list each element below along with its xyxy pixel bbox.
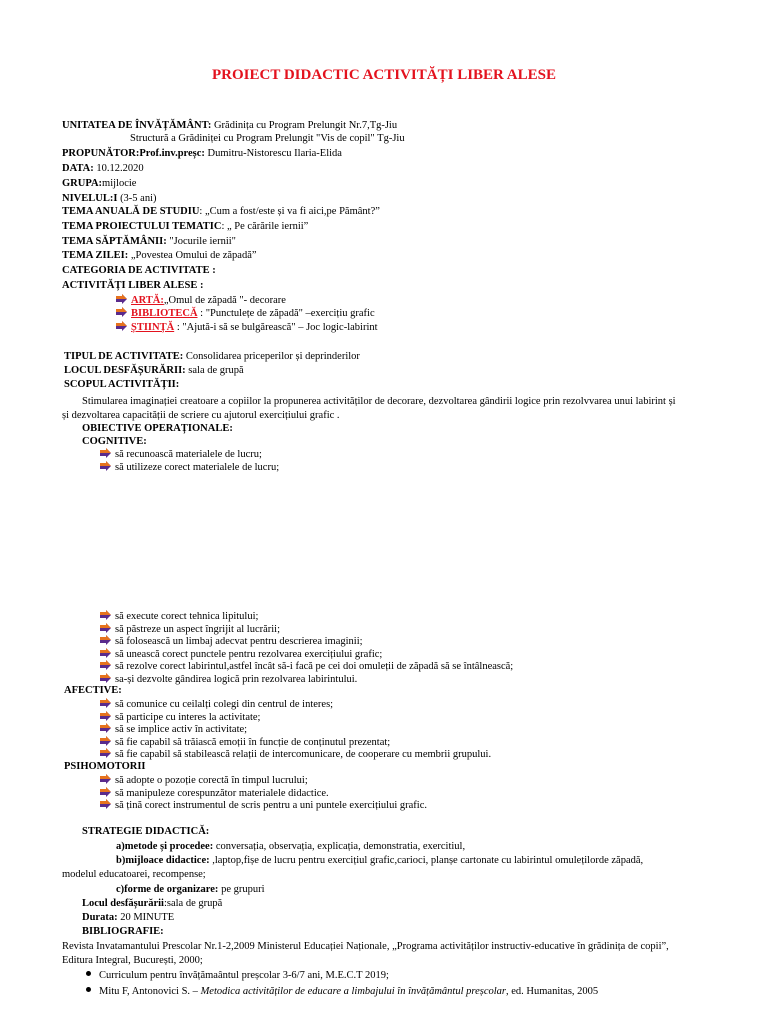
- locul2-value: :sala de grupă: [163, 898, 223, 909]
- unitate-label: UNITATEA DE ÎNVĂȚĂMÂNT:: [62, 120, 212, 131]
- biblio-line-2: Editura Integral, București, 2000;: [62, 955, 203, 966]
- arrow-bullet-icon: [100, 774, 111, 784]
- locul2-label: Locul desfășurării: [82, 898, 164, 909]
- arrow-bullet-icon: [100, 787, 111, 797]
- data-value: 10.12.2020: [96, 163, 144, 174]
- metode-value: conversația, observația, explicația, demonstratia, exercitiul,: [215, 841, 466, 852]
- tema-zilei-value: „Povestea Omului de zăpadă”: [130, 250, 257, 261]
- arrow-bullet-icon: [100, 673, 111, 683]
- disc-bullet-icon: [86, 971, 91, 976]
- objective-item: [100, 698, 333, 711]
- afective-heading: AFECTIVE:: [64, 685, 122, 696]
- objective-text: să fie capabil să trăiască emoții în funcție de conținutul prezentat;: [115, 736, 391, 748]
- activitate-item: [116, 321, 378, 334]
- scopul-line: [64, 379, 179, 391]
- propunator-label: PROPUNĂTOR:Prof.inv.preșc:: [62, 148, 205, 159]
- objective-text: sa-și dezvolte gândirea logică prin rezolvarea labirintului.: [115, 673, 358, 685]
- nivel-value: (3-5 ani): [120, 193, 157, 204]
- durata-line: [82, 912, 174, 924]
- grupa-label: GRUPA:: [62, 178, 103, 189]
- arrow-bullet-icon: [100, 660, 111, 670]
- biblio-item-author: Mitu F, Antonovici S. –: [99, 986, 198, 997]
- tema-proiect-line: [62, 221, 308, 233]
- locul2-line: [82, 898, 222, 910]
- locul-line: [64, 365, 244, 377]
- cognitive-heading: COGNITIVE:: [82, 436, 147, 447]
- objective-item: [100, 711, 260, 724]
- forme-label: c)forme de organizare:: [116, 884, 219, 895]
- objective-item: [100, 660, 513, 673]
- locul-value: sala de grupă: [188, 365, 244, 376]
- tema-sapt-line: [62, 236, 236, 248]
- tema-anuala-value: : „Cum a fost/este și va fi aici,pe Pământ?”: [199, 206, 380, 217]
- objective-item: [100, 461, 279, 474]
- tema-proiect-label: TEMA PROIECTULUI TEMATIC: [62, 221, 222, 232]
- durata-value: 20 MINUTE: [120, 912, 175, 923]
- objective-text: să manipuleze corespunzător materialele didactice.: [115, 787, 329, 799]
- tema-anuala-line: [62, 206, 380, 218]
- propunator-value: Dumitru-Nistorescu Ilaria-Elida: [207, 148, 342, 159]
- page-title: PROIECT DIDACTIC ACTIVITĂȚI LIBER ALESE: [212, 67, 556, 83]
- durata-label: Durata:: [82, 912, 118, 923]
- mijloace-line: [116, 855, 643, 867]
- grupa-line: [62, 178, 136, 190]
- objective-text: să se implice activ în activitate;: [115, 724, 248, 735]
- arrow-bullet-icon: [116, 294, 127, 304]
- tema-zilei-line: [62, 250, 257, 262]
- objective-text: să folosească un limbaj adecvat pentru descrierea imaginii;: [115, 636, 363, 647]
- data-line: [62, 163, 144, 175]
- objective-item: [100, 787, 329, 800]
- objective-item: [100, 648, 382, 661]
- objective-text: să unească corect punctele pentru rezolvarea exercițiului grafic;: [115, 648, 383, 660]
- activitate-area: ȘTIINȚĂ: [131, 322, 175, 333]
- objective-text: să execute corect tehnica lipitului;: [115, 611, 259, 622]
- activitate-item: [116, 294, 286, 307]
- unitate-line: [62, 120, 397, 132]
- biblio-item: [86, 986, 598, 998]
- objective-item: [100, 799, 427, 812]
- activitate-area: ARTĂ:: [131, 295, 164, 306]
- metode-label: a)metode și procedee:: [116, 841, 214, 852]
- arrow-bullet-icon: [100, 799, 111, 809]
- arrow-bullet-icon: [100, 736, 111, 746]
- tema-proiect-value: : „ Pe cărările iernii”: [221, 221, 309, 232]
- forme-line: [116, 884, 265, 896]
- objective-item: [100, 748, 491, 761]
- bibliografie-heading: BIBLIOGRAFIE:: [82, 926, 164, 937]
- arrow-bullet-icon: [116, 307, 127, 317]
- objective-item: [100, 723, 247, 736]
- activitate-text: : "Ajută-i să se bulgărească" – Joc logic-labirint: [176, 322, 378, 333]
- objective-text: să participe cu interes la activitate;: [115, 711, 261, 723]
- tema-sapt-label: TEMA SĂPTĂMÂNII:: [62, 236, 167, 247]
- forme-value: pe grupuri: [221, 884, 265, 895]
- nivel-line: [62, 193, 157, 205]
- mijloace-label: b)mijloace didactice:: [116, 855, 210, 866]
- obiective-heading: OBIECTIVE OPERAȚIONALE:: [82, 423, 233, 434]
- grupa-value: mijlocie: [102, 178, 137, 189]
- scopul-text-1: Stimularea imaginației creatoare a copiilor la propunerea activităților de decorare, dezvoltarea gândirii logice prin rezolvvarea unui labirint și: [82, 396, 676, 407]
- activitate-item: [116, 307, 375, 320]
- arrow-bullet-icon: [100, 448, 111, 458]
- arrow-bullet-icon: [100, 635, 111, 645]
- mijloace-value: ,laptop,fișe de lucru pentru exercițiul grafic,carioci, planșe cartonate cu labirintul omulețilorde zăpadă,: [212, 855, 644, 866]
- nivel-label: NIVELUL:I: [62, 193, 118, 204]
- mijloace-cont: modelul educatoarei, recompense;: [62, 869, 206, 880]
- objective-item: [100, 774, 308, 787]
- scopul-text-2: și dezvoltarea capacității de scriere cu ajutorul exercițiului grafic .: [62, 410, 340, 421]
- arrow-bullet-icon: [100, 698, 111, 708]
- tema-sapt-value: "Jocurile iernii": [169, 236, 236, 247]
- data-label: DATA:: [62, 163, 94, 174]
- arrow-bullet-icon: [100, 461, 111, 471]
- activitati-label: ACTIVITĂȚI LIBER ALESE :: [62, 280, 204, 291]
- arrow-bullet-icon: [116, 321, 127, 331]
- strategie-heading: STRATEGIE DIDACTICĂ:: [82, 826, 210, 837]
- locul-label: LOCUL DESFĂȘURĂRII:: [64, 365, 186, 376]
- scopul-label: SCOPUL ACTIVITĂȚII:: [64, 379, 180, 390]
- activitate-text: : "Punctulețe de zăpadă" –exercițiu grafic: [200, 308, 375, 319]
- tipul-label: TIPUL DE ACTIVITATE:: [64, 351, 184, 362]
- activitate-area: BIBLIOTECĂ: [131, 308, 198, 319]
- objective-text: să recunoască materialele de lucru;: [115, 449, 262, 460]
- objective-item: [100, 635, 363, 648]
- arrow-bullet-icon: [100, 748, 111, 758]
- biblio-item-rest: , ed. Humanitas, 2005: [506, 986, 599, 997]
- propunator-line: [62, 148, 342, 160]
- objective-text: să țină corect instrumentul de scris pentru a uni puntele exercițiului grafic.: [115, 800, 427, 811]
- objective-item: [100, 623, 280, 636]
- activitati-line: [62, 280, 204, 292]
- arrow-bullet-icon: [100, 623, 111, 633]
- biblio-line-1: Revista Invatamantului Prescolar Nr.1-2,2009 Ministerul Educației Naționale, „Programa activităților instructiv-educative în grădinița de copii”,: [62, 941, 669, 952]
- psihomotorii-heading: PSIHOMOTORII: [64, 761, 146, 772]
- arrow-bullet-icon: [100, 610, 111, 620]
- arrow-bullet-icon: [100, 648, 111, 658]
- tema-zilei-label: TEMA ZILEI:: [62, 250, 129, 261]
- tipul-value: Consolidarea priceperilor și deprinderilor: [185, 351, 360, 362]
- categoria-line: [62, 265, 216, 277]
- objective-text: să comunice cu ceilalți colegi din centrul de interes;: [115, 699, 334, 710]
- categoria-label: CATEGORIA DE ACTIVITATE :: [62, 265, 216, 276]
- tema-anuala-label: TEMA ANUALĂ DE STUDIU: [62, 206, 200, 217]
- objective-item: [100, 448, 262, 461]
- objective-item: [100, 610, 258, 623]
- objective-item: [100, 673, 357, 686]
- activitate-text: „Omul de zăpadă "- decorare: [163, 295, 286, 306]
- metode-line: [116, 841, 465, 853]
- objective-text: să adopte o pozoție corectă în timpul lucrului;: [115, 775, 308, 786]
- objective-item: [100, 736, 390, 749]
- structura-line: Structură a Grădiniței cu Program Prelungit "Vis de copil" Tg-Jiu: [130, 133, 405, 144]
- biblio-item-text: Curriculum pentru învățămaântul preșcolar 3-6/7 ani, M.E.C.T 2019;: [99, 970, 389, 981]
- arrow-bullet-icon: [100, 723, 111, 733]
- objective-text: să utilizeze corect materialele de lucru;: [115, 462, 280, 473]
- biblio-item-title: Metodica activităților de educare a limbajului în învățământul preșcolar: [200, 986, 506, 997]
- disc-bullet-icon: [86, 987, 91, 992]
- tipul-line: [64, 351, 360, 363]
- biblio-item: [86, 970, 389, 982]
- objective-text: să fie capabil să stabilească relații de intercomunicare, de cooperare cu membrii grupului.: [115, 749, 492, 760]
- objective-text: să rezolve corect labirintul,astfel încât să-i facă pe cei doi omuleții de zăpadă să se întâlnească;: [115, 661, 514, 672]
- arrow-bullet-icon: [100, 711, 111, 721]
- unitate-value: Grădinița cu Program Prelungit Nr.7,Tg-Jiu: [213, 120, 398, 131]
- objective-text: să păstreze un aspect îngrijit al lucrării;: [115, 623, 281, 635]
